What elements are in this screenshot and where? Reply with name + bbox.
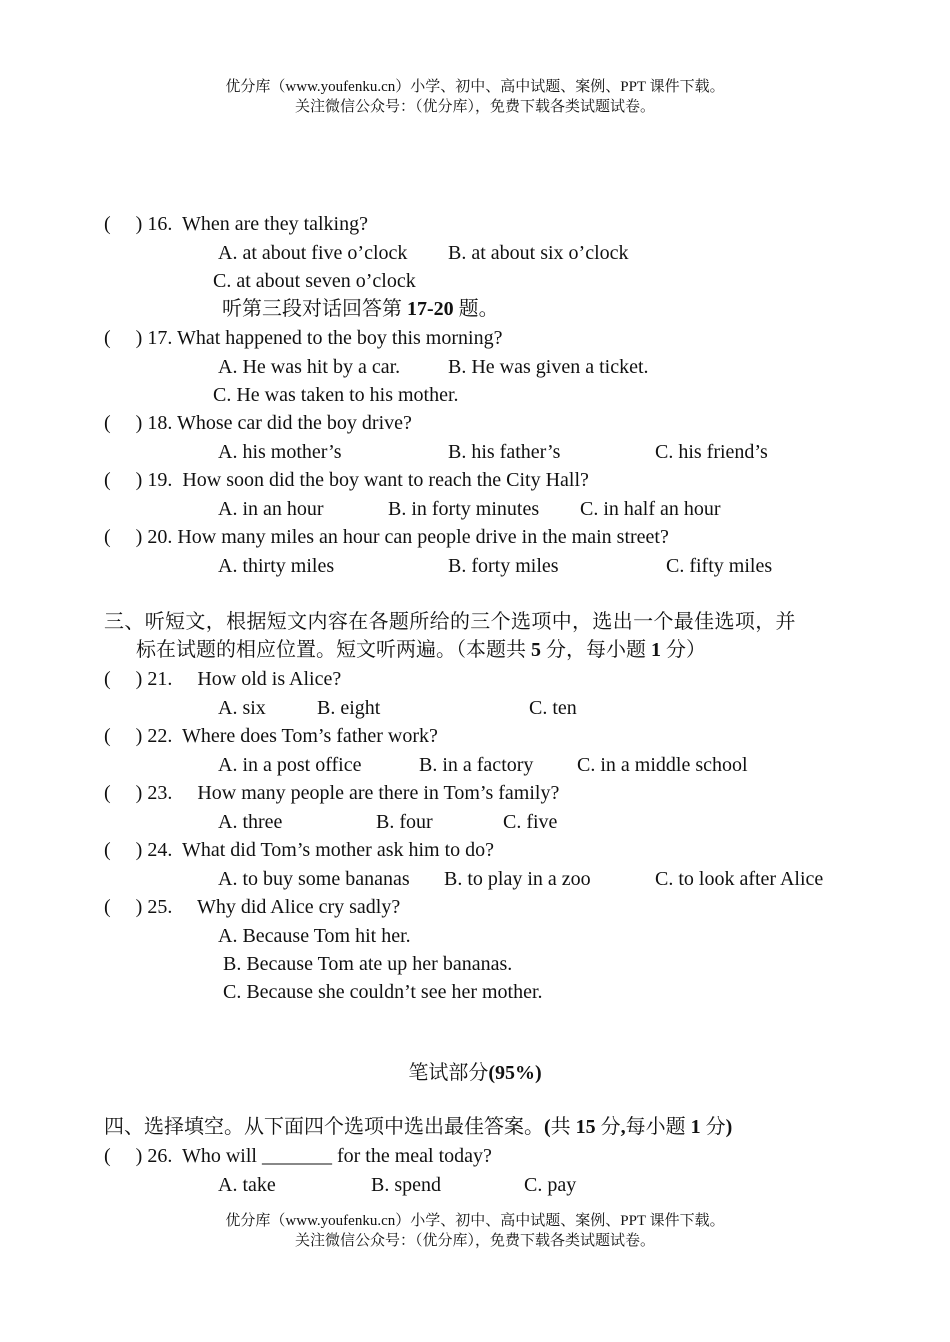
question-number: 24. <box>147 839 173 861</box>
section-4-heading: 四、选择填空。从下面四个选项中选出最佳答案。(共 15 分,每小题 1 分) <box>104 1116 733 1138</box>
section-3-heading-line-1: 三、听短文，根据短文内容在各题所给的三个选项中，选出一个最佳选项，并 <box>104 611 796 633</box>
section-3-heading-line-2: 标在试题的相应位置。短文听两遍。（本题共 5 分，每小题 1 分） <box>136 639 706 661</box>
question-text: Who will _______ for the meal today? <box>181 1145 492 1167</box>
q18-option-a: A. his mother’s <box>218 441 342 463</box>
q19-option-a: A. in an hour <box>218 498 324 520</box>
q20-option-c: C. fifty miles <box>666 555 773 577</box>
question-number: 22. <box>147 725 173 747</box>
question-24 <box>104 838 494 862</box>
question-text: Whose car did the boy drive? <box>176 412 412 434</box>
q17-option-b: B. He was given a ticket. <box>448 356 649 378</box>
question-text: How old is Alice? <box>197 668 342 690</box>
q23-option-c: C. five <box>503 811 558 833</box>
question-22 <box>104 724 438 748</box>
answer-blank[interactable]: ( ) <box>104 213 143 235</box>
answer-blank[interactable]: ( ) <box>104 412 143 434</box>
written-part-heading: 笔试部分(95%) <box>408 1062 542 1084</box>
answer-blank[interactable]: ( ) <box>104 782 143 804</box>
q19-option-c: C. in half an hour <box>580 498 721 520</box>
question-text: How many people are there in Tom’s family? <box>197 782 560 804</box>
q25-option-a: A. Because Tom hit her. <box>218 925 411 947</box>
question-text: Where does Tom’s father work? <box>181 725 438 747</box>
q21-option-c: C. ten <box>529 697 577 719</box>
q22-option-b: B. in a factory <box>419 754 534 776</box>
q23-option-b: B. four <box>376 811 433 833</box>
q26-option-a: A. take <box>218 1174 276 1196</box>
question-number: 19. <box>147 469 173 491</box>
question-text: How many miles an hour can people drive in the main street? <box>177 526 669 548</box>
question-25 <box>104 895 400 919</box>
q16-option-b: B. at about six o’clock <box>448 242 629 264</box>
page-header-line-1: 优分库（www.youfenku.cn）小学、初中、高中试题、案例、PPT 课件下载。 <box>225 79 725 95</box>
question-16 <box>104 212 368 236</box>
answer-blank[interactable]: ( ) <box>104 725 143 747</box>
q17-option-c: C. He was taken to his mother. <box>213 384 459 406</box>
q25-option-b: B. Because Tom ate up her bananas. <box>223 953 513 975</box>
q20-option-a: A. thirty miles <box>218 555 335 577</box>
q22-option-a: A. in a post office <box>218 754 362 776</box>
q18-option-c: C. his friend’s <box>655 441 768 463</box>
q26-option-b: B. spend <box>371 1174 441 1196</box>
q20-option-b: B. forty miles <box>448 555 559 577</box>
q24-option-b: B. to play in a zoo <box>444 868 591 890</box>
question-number: 21. <box>147 668 173 690</box>
answer-blank[interactable]: ( ) <box>104 839 143 861</box>
answer-blank[interactable]: ( ) <box>104 526 143 548</box>
q26-option-c: C. pay <box>524 1174 577 1196</box>
question-number: 26. <box>147 1145 173 1167</box>
question-21 <box>104 667 341 691</box>
answer-blank[interactable]: ( ) <box>104 896 143 918</box>
page-footer-line-2: 关注微信公众号：（优分库），免费下载各类试题试卷。 <box>294 1233 655 1249</box>
dialog-3-instruction: 听第三段对话回答第 17-20 题。 <box>222 298 499 320</box>
question-text: How soon did the boy want to reach the City Hall? <box>182 469 589 491</box>
question-text: What happened to the boy this morning? <box>176 327 503 349</box>
question-text: Why did Alice cry sadly? <box>196 896 401 918</box>
q18-option-b: B. his father’s <box>448 441 561 463</box>
answer-blank[interactable]: ( ) <box>104 1145 143 1167</box>
q19-option-b: B. in forty minutes <box>388 498 540 520</box>
question-19 <box>104 468 589 492</box>
question-17 <box>104 326 502 350</box>
q25-option-c: C. Because she couldn’t see her mother. <box>223 981 543 1003</box>
question-number: 25. <box>147 896 173 918</box>
question-18 <box>104 411 412 435</box>
question-number: 17. <box>147 327 173 349</box>
question-23 <box>104 781 559 805</box>
answer-blank[interactable]: ( ) <box>104 668 143 690</box>
page-header-line-2: 关注微信公众号：（优分库），免费下载各类试题试卷。 <box>294 99 655 115</box>
q21-option-b: B. eight <box>317 697 381 719</box>
q16-option-a: A. at about five o’clock <box>218 242 408 264</box>
answer-blank[interactable]: ( ) <box>104 469 143 491</box>
page-footer-line-1: 优分库（www.youfenku.cn）小学、初中、高中试题、案例、PPT 课件下载。 <box>225 1213 725 1229</box>
q22-option-c: C. in a middle school <box>577 754 748 776</box>
q17-option-a: A. He was hit by a car. <box>218 356 401 378</box>
question-number: 18. <box>147 412 173 434</box>
question-text: When are they talking? <box>181 213 368 235</box>
q16-option-c: C. at about seven o’clock <box>213 270 416 292</box>
question-number: 20. <box>147 526 173 548</box>
question-20 <box>104 525 669 549</box>
question-number: 16. <box>147 213 173 235</box>
question-text: What did Tom’s mother ask him to do? <box>181 839 495 861</box>
q24-option-a: A. to buy some bananas <box>218 868 410 890</box>
q23-option-a: A. three <box>218 811 283 833</box>
question-number: 23. <box>147 782 173 804</box>
q24-option-c: C. to look after Alice <box>655 868 824 890</box>
answer-blank[interactable]: ( ) <box>104 327 143 349</box>
question-26 <box>104 1144 492 1168</box>
q21-option-a: A. six <box>218 697 266 719</box>
